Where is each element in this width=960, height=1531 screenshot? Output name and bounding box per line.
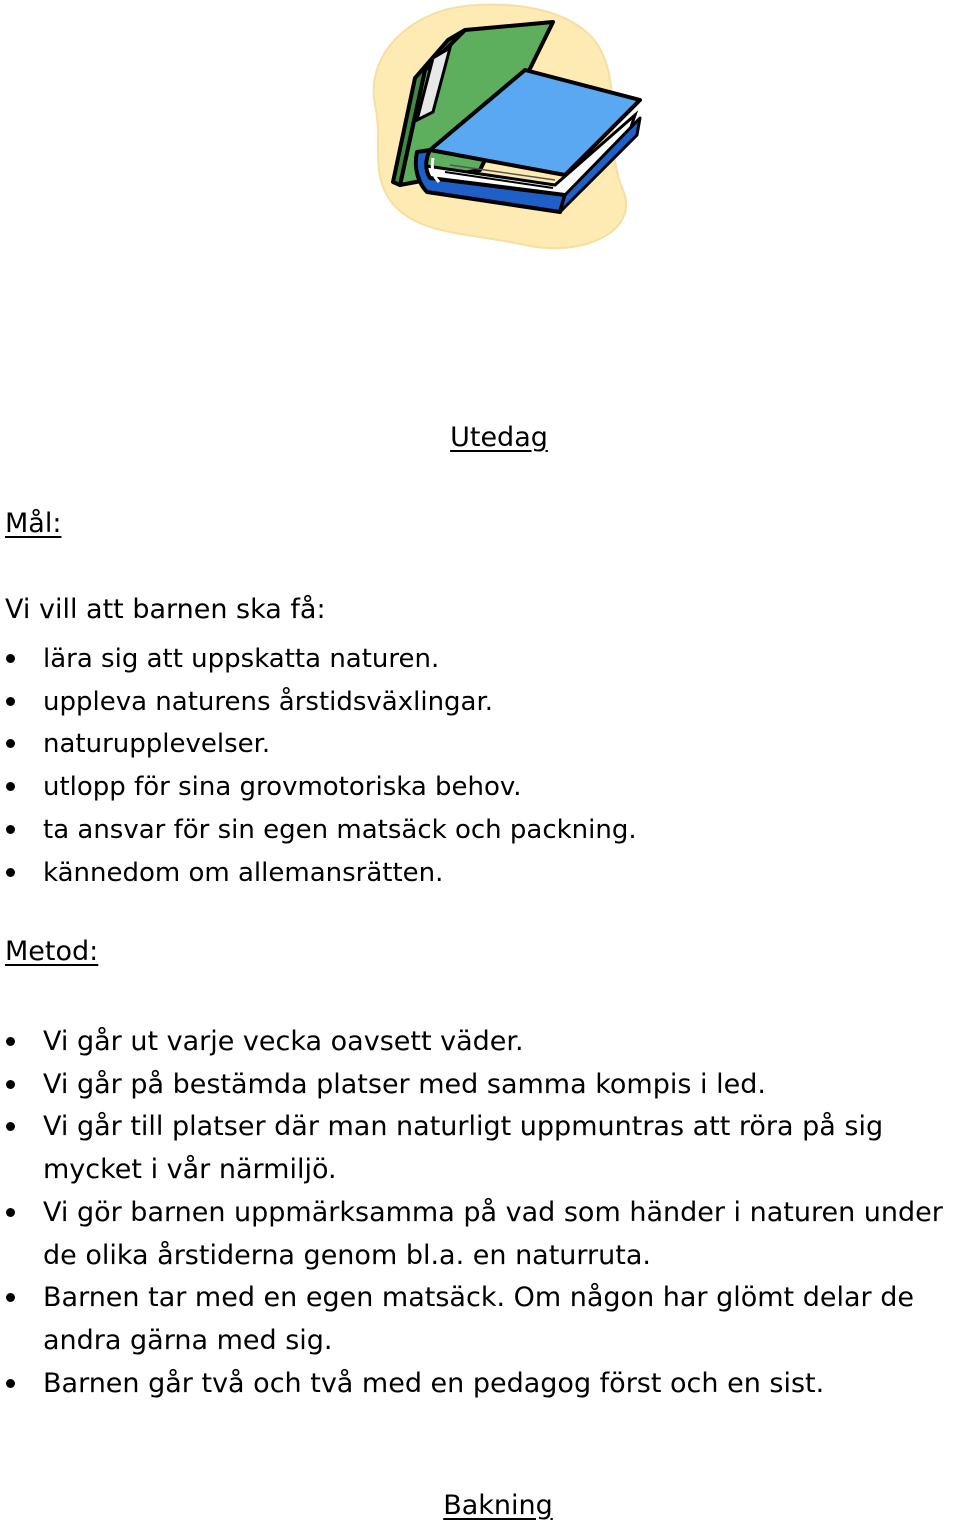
list-item [0,1021,960,1064]
list-item-text: Vi gör barnen uppmärksamma på vad som händer i naturen under de olika årstiderna genom bl.a. en naturruta. [43,1196,943,1271]
bullet-icon [6,1080,15,1089]
bullet-icon [6,1379,15,1388]
list-item [0,1106,958,1191]
bullet-icon [6,782,15,791]
list-item [0,1363,960,1406]
list-item [0,1192,958,1277]
list-item [0,681,637,724]
bullet-icon [6,739,15,748]
bullet-icon [6,1293,15,1302]
bullet-icon [6,825,15,834]
list-item [0,766,637,809]
goals-heading: Mål: [5,508,62,539]
goals-list [0,638,637,894]
list-item-text: lära sig att uppskatta naturen. [43,644,440,674]
list-item [0,638,637,681]
list-item-text: uppleva naturens årstidsväxlingar. [43,686,494,717]
list-item-text: ta ansvar för sin egen matsäck och packning. [43,814,637,845]
list-item-text: Vi går på bestämda platser med samma kompis i led. [43,1068,766,1100]
list-item-text: Vi går till platser där man naturligt uppmuntras att röra på sig mycket i vår närmiljö. [43,1111,884,1186]
bullet-icon [6,1208,15,1217]
method-heading: Metod: [5,936,99,967]
binders-books-clipart [355,0,655,255]
bullet-icon [6,1122,15,1131]
list-item [0,1064,960,1107]
list-item-text: kännedom om allemansrätten. [43,857,444,888]
list-item-text: Barnen tar med en egen matsäck. Om någon har glömt delar de andra gärna med sig. [43,1282,914,1356]
bullet-icon [6,697,15,706]
list-item [0,809,637,852]
list-item [0,852,637,895]
bullet-icon [6,868,15,877]
list-item-text: naturupplevelser. [43,729,271,760]
list-item-text: Vi går ut varje vecka oavsett väder. [43,1026,524,1057]
method-list [0,1021,960,1405]
goals-intro: Vi vill att barnen ska få: [5,594,326,625]
next-section-title: Bakning [443,1490,553,1521]
bullet-icon [6,654,15,663]
list-item-text: Barnen går två och två med en pedagog först och en sist. [43,1367,825,1399]
page-title: Utedag [450,422,548,453]
list-item [0,723,637,766]
list-item [0,1277,958,1362]
list-item-text: utlopp för sina grovmotoriska behov. [43,772,522,803]
bullet-icon [6,1037,15,1046]
